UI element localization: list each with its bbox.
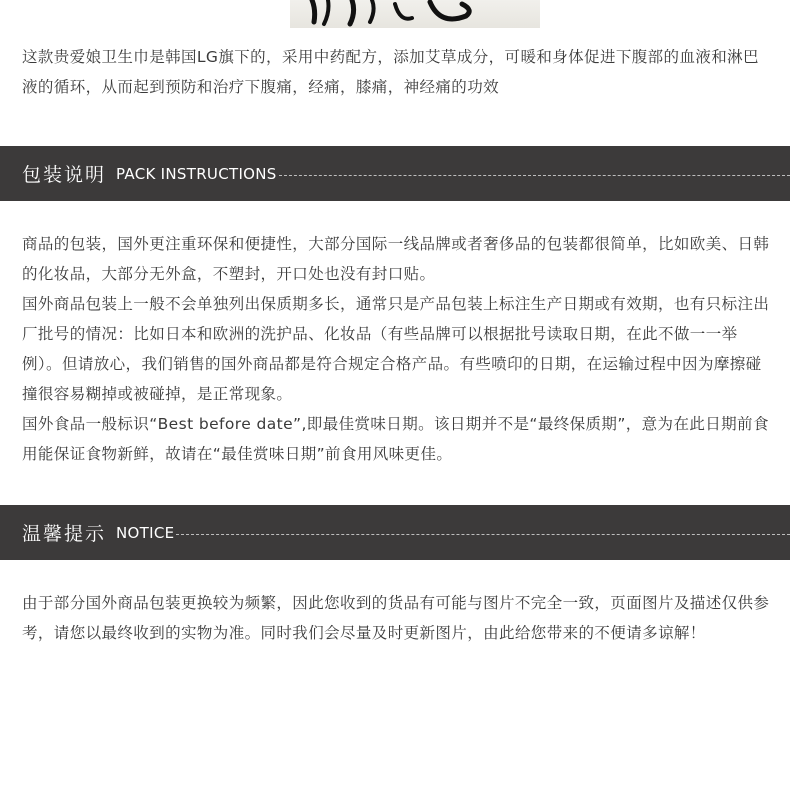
notice-body xyxy=(22,588,772,648)
notice-title-en: NOTICE xyxy=(116,523,175,542)
pack-instructions-body xyxy=(22,229,772,469)
header-dashed-divider xyxy=(279,175,790,176)
pack-paragraph: 国外食品一般标识“Best before date”,即最佳赏味日期。该日期并不是“最终保质期”，意为在此日期前食用能保证食物新鲜，故请在“最佳赏味日期”前食用风味更佳。 xyxy=(22,415,769,463)
brush-calligraphy-graphic xyxy=(290,0,540,28)
intro-description xyxy=(22,42,772,102)
pack-title-en: PACK INSTRUCTIONS xyxy=(116,164,277,183)
notice-title-cn: 温馨提示 xyxy=(22,523,107,545)
pack-title-cn: 包装说明 xyxy=(22,164,107,186)
section-header-notice xyxy=(0,505,790,560)
pack-paragraph: 国外商品包装上一般不会单独列出保质期多长，通常只是产品包装上标注生产日期或有效期，也有只标注出厂批号的情况：比如日本和欧洲的洗护品、化妆品（有些品牌可以根据批号读取日期，在此不做一一举例）。但请放心，我们销售的国外商品都是符合规定合格产品。有些喷印的日期，在运输过程中因为摩擦碰撞很容易糊掉或被碰掉，是正常现象。 xyxy=(22,295,770,403)
intro-text: 这款贵爱娘卫生巾是韩国LG旗下的，采用中药配方，添加艾草成分，可暖和身体促进下腹部的血液和淋巴液的循环，从而起到预防和治疗下腹痛，经痛，膝痛，神经痛的功效 xyxy=(22,48,759,96)
product-image-bottom-edge xyxy=(290,0,540,28)
section-header-pack xyxy=(0,146,790,201)
pack-paragraph: 商品的包装，国外更注重环保和便捷性，大部分国际一线品牌或者奢侈品的包装都很简单，比如欧美、日韩的化妆品，大部分无外盒，不塑封，开口处也没有封口贴。 xyxy=(22,235,770,283)
header-dashed-divider xyxy=(176,534,790,535)
notice-text: 由于部分国外商品包装更换较为频繁，因此您收到的货品有可能与图片不完全一致，页面图片及描述仅供参考，请您以最终收到的实物为准。同时我们会尽量及时更新图片，由此给您带来的不便请多谅解！ xyxy=(22,594,770,642)
